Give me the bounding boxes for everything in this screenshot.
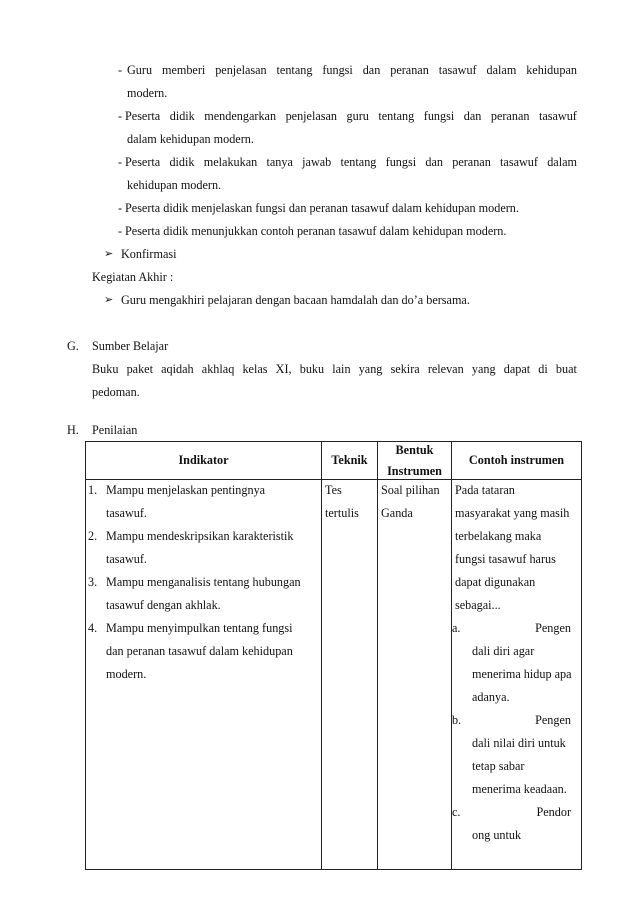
word: dan [362, 63, 381, 77]
word: fungsi [322, 63, 353, 77]
option-letter: c. [452, 805, 461, 819]
bentuk-text: Ganda [381, 506, 413, 520]
option-text: menerima hidup apa [472, 667, 572, 681]
section-g-text [92, 363, 577, 375]
word: di [538, 362, 548, 376]
word: peranan [452, 155, 491, 169]
word: yang [471, 362, 496, 376]
bentuk-text: Soal pilihan [381, 483, 440, 497]
section-g-title: Sumber Belajar [92, 339, 169, 353]
indikator-text: Mampu menganalisis tentang hubungan [106, 575, 301, 589]
word: buat [555, 362, 577, 376]
word: didik [169, 109, 195, 123]
section-h-title: Penilaian [92, 423, 138, 437]
list-item-text [125, 110, 577, 122]
section-h-letter: H. [67, 423, 79, 437]
word: penjelasan [285, 109, 337, 123]
indikator-cell [86, 480, 322, 870]
arrow-bullet-icon: ➢ [104, 248, 114, 260]
header-teknik: Teknik [322, 442, 378, 480]
word: aqidah [161, 362, 194, 376]
konfirmasi-label: Konfirmasi [121, 247, 177, 261]
option-text: dali diri agar [472, 644, 535, 658]
kegiatan-akhir-item: Guru mengakhiri pelajaran dengan bacaan hamdalah dan do’a bersama. [121, 293, 470, 307]
word: Guru [127, 63, 153, 77]
option-text: ong untuk [472, 828, 522, 842]
list-item-text [125, 156, 577, 168]
word: peranan [490, 109, 530, 123]
teknik-text: tertulis [325, 506, 359, 520]
word: dan [463, 109, 482, 123]
word: tanya [266, 155, 293, 169]
word: melakukan [203, 155, 258, 169]
section-g-letter: G. [67, 339, 79, 353]
word: peranan [390, 63, 429, 77]
word: paket [126, 362, 153, 376]
teknik-cell [322, 480, 378, 870]
word: kehidupan [526, 63, 577, 77]
indikator-text: Mampu menyimpulkan tentang fungsi [106, 621, 293, 635]
header-indikator: Indikator [86, 442, 322, 480]
option-letter: a. [452, 621, 461, 635]
indikator-number: 2. [88, 529, 98, 543]
word: tentang [340, 155, 377, 169]
header-bentuk-line: Instrumen [387, 463, 442, 478]
contoh-text: fungsi tasawuf harus [455, 552, 556, 566]
word: tasawuf [500, 155, 538, 169]
word: fungsi [423, 109, 455, 123]
contoh-text: sebagai... [455, 598, 501, 612]
word: XI, [275, 362, 292, 376]
word: relevan [427, 362, 464, 376]
list-item-text: modern. [127, 86, 168, 100]
list-dash: - [118, 155, 123, 169]
word: Peserta [125, 155, 161, 169]
list-dash: - [118, 109, 123, 123]
word: didik [169, 155, 195, 169]
penilaian-table [85, 441, 582, 870]
word: dalam [486, 63, 517, 77]
option-letter: b. [452, 713, 462, 727]
list-item-text: Peserta didik menunjukkan contoh peranan tasawuf dalam kehidupan modern. [125, 224, 507, 238]
indikator-number: 1. [88, 483, 98, 497]
word: guru [346, 109, 369, 123]
word: tentang [378, 109, 415, 123]
contoh-text: terbelakang maka [455, 529, 542, 543]
list-dash: - [118, 63, 123, 77]
word: dan [425, 155, 443, 169]
word: tasawuf [538, 109, 577, 123]
option-text: Pengen [535, 713, 571, 727]
indikator-text: Mampu mendeskripsikan karakteristik [106, 529, 294, 543]
word: buku [299, 362, 325, 376]
table-row [86, 480, 582, 870]
table-header-row [86, 442, 582, 480]
header-bentuk-line: Bentuk [395, 443, 434, 458]
word: lain [332, 362, 351, 376]
option-text: tetap sabar [472, 759, 525, 773]
indikator-number: 4. [88, 621, 98, 635]
bentuk-cell [378, 480, 452, 870]
word: tentang [276, 63, 313, 77]
word: tasawuf [438, 63, 477, 77]
option-text: Pengen [535, 621, 571, 635]
header-contoh: Contoh instrumen [452, 442, 582, 480]
word: fungsi [385, 155, 417, 169]
header-bentuk [378, 442, 452, 480]
contoh-text: dapat digunakan [455, 575, 536, 589]
word: yang [358, 362, 383, 376]
list-item-text: Peserta didik menjelaskan fungsi dan peranan tasawuf dalam kehidupan modern. [125, 201, 519, 215]
indikator-text: tasawuf. [106, 506, 147, 520]
indikator-text: tasawuf. [106, 552, 147, 566]
word: Peserta [125, 109, 161, 123]
indikator-number: 3. [88, 575, 98, 589]
option-text: adanya. [472, 690, 510, 704]
word: jawab [302, 155, 332, 169]
word: dapat [503, 362, 531, 376]
section-g-text: pedoman. [92, 385, 140, 399]
word: kelas [242, 362, 268, 376]
contoh-text: Pada tataran [455, 483, 515, 497]
word: akhlaq [201, 362, 235, 376]
option-text: menerima keadaan. [472, 782, 567, 796]
option-text: Pendor [536, 805, 571, 819]
indikator-text: modern. [106, 667, 147, 681]
word: Buku [92, 362, 119, 376]
indikator-text: Mampu menjelaskan pentingnya [106, 483, 266, 497]
contoh-text: masyarakat yang masih [455, 506, 570, 520]
indikator-text: dan peranan tasawuf dalam kehidupan [106, 644, 293, 658]
kegiatan-akhir-label: Kegiatan Akhir : [92, 270, 174, 284]
list-item-text: kehidupan modern. [127, 178, 222, 192]
teknik-text: Tes [325, 483, 342, 497]
indikator-text: tasawuf dengan akhlak. [106, 598, 221, 612]
list-dash: - [118, 224, 123, 238]
arrow-bullet-icon: ➢ [104, 294, 114, 306]
word: dalam [547, 155, 577, 169]
option-text: dali nilai diri untuk [472, 736, 566, 750]
list-item-text [127, 64, 577, 76]
word: mendengarkan [204, 109, 277, 123]
list-dash: - [118, 201, 123, 215]
word: memberi [161, 63, 206, 77]
word: penjelasan [215, 63, 267, 77]
word: sekira [390, 362, 420, 376]
contoh-cell [452, 480, 582, 870]
list-item-text: dalam kehidupan modern. [127, 132, 254, 146]
